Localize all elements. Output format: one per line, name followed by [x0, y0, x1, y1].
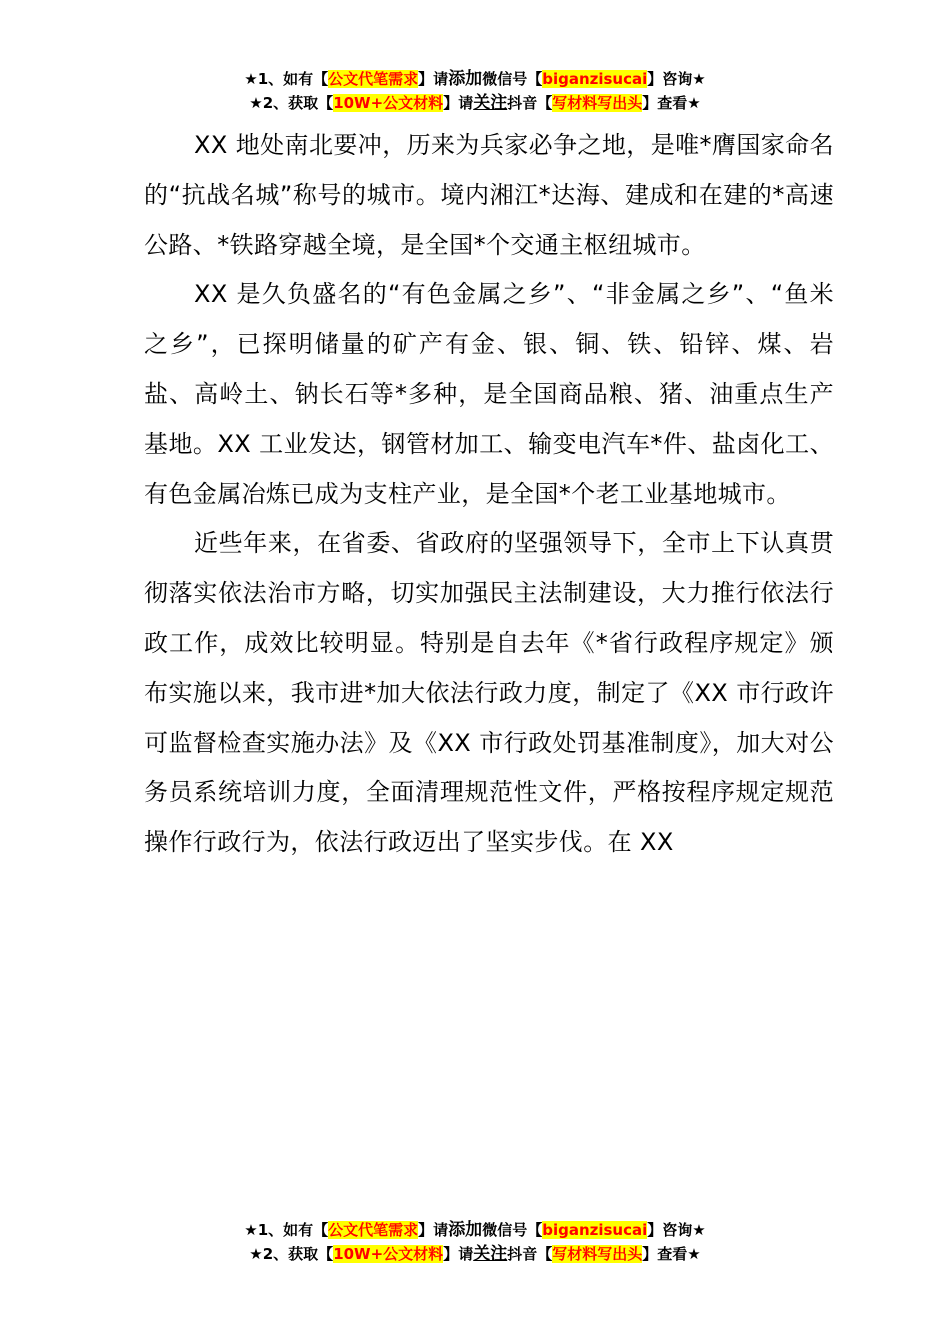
- header-banner-line-2: [0, 91, 950, 115]
- highlight-wechat-id: biganzisucai: [542, 70, 648, 88]
- banner-text: 抖音【: [507, 94, 553, 112]
- banner-text: 】请: [443, 94, 474, 112]
- banner-text: 】查看★: [642, 94, 701, 112]
- paragraph-1: XX 地处南北要冲，历来为兵家必争之地，是唯*膺国家命名的“抗战名城”称号的城市。境内湘江*达海、建成和在建的*高速公路、*铁路穿越全境，是全国*个交通主枢纽城市。: [144, 131, 834, 259]
- banner-emphasis: 关注: [473, 1244, 508, 1264]
- highlight-service: 公文代笔需求: [328, 1221, 419, 1239]
- banner-text: 抖音【: [507, 1245, 553, 1263]
- highlight-douyin-account: 写材料写出头: [552, 94, 643, 112]
- footer-banner: [0, 1218, 950, 1266]
- highlight-service: 公文代笔需求: [328, 70, 419, 88]
- paragraph-3: 近些年来，在省委、省政府的坚强领导下，全市上下认真贯彻落实依法治市方略，切实加强民主法制建设，大力推行依法行政工作，成效比较明显。特别是自去年《*省行政程序规定》颁布实施以来，我市进*加大依法行政力度，制定了《XX 市行政许可监督检查实施办法》及《XX 市行政处罚基准制度》，加大对公务员系统培训力度，全面清理规范性文件，严格按程序规定规范操作行政行为，依法行政迈出了坚实步伐。在 XX: [144, 529, 834, 857]
- banner-text: 】咨询★: [647, 1221, 706, 1239]
- banner-text: 】请: [443, 1245, 474, 1263]
- banner-text: 】咨询★: [647, 70, 706, 88]
- document-body: [144, 121, 834, 868]
- banner-text: 微信号【: [482, 70, 543, 88]
- banner-text: 】请: [418, 70, 449, 88]
- highlight-materials: 10W+公文材料: [333, 94, 444, 112]
- footer-banner-line-1: [0, 1218, 950, 1242]
- banner-text: ★1、如有【: [244, 1221, 329, 1239]
- highlight-wechat-id: biganzisucai: [542, 1221, 648, 1239]
- banner-text: ★1、如有【: [244, 70, 329, 88]
- paragraph-2: XX 是久负盛名的“有色金属之乡”、“非金属之乡”、“鱼米之乡”，已探明储量的矿产有金、银、铜、铁、铅锌、煤、岩盐、高岭土、钠长石等*多种，是全国商品粮、猪、油重点生产基地。XX 工业发达，钢管材加工、输变电汽车*件、盐卤化工、有色金属冶炼已成为支柱产业，是全国*个老工业基地城市。: [144, 280, 834, 508]
- banner-text: ★2、获取【: [249, 94, 334, 112]
- highlight-materials: 10W+公文材料: [333, 1245, 444, 1263]
- banner-text: 】请: [418, 1221, 449, 1239]
- banner-text: ★2、获取【: [249, 1245, 334, 1263]
- banner-text: 微信号【: [482, 1221, 543, 1239]
- banner-emphasis: 添加: [448, 69, 483, 89]
- header-banner-line-1: [0, 67, 950, 91]
- header-banner: [0, 67, 950, 115]
- banner-emphasis: 添加: [448, 1220, 483, 1240]
- footer-banner-line-2: [0, 1242, 950, 1266]
- banner-text: 】查看★: [642, 1245, 701, 1263]
- highlight-douyin-account: 写材料写出头: [552, 1245, 643, 1263]
- banner-emphasis: 关注: [473, 93, 508, 113]
